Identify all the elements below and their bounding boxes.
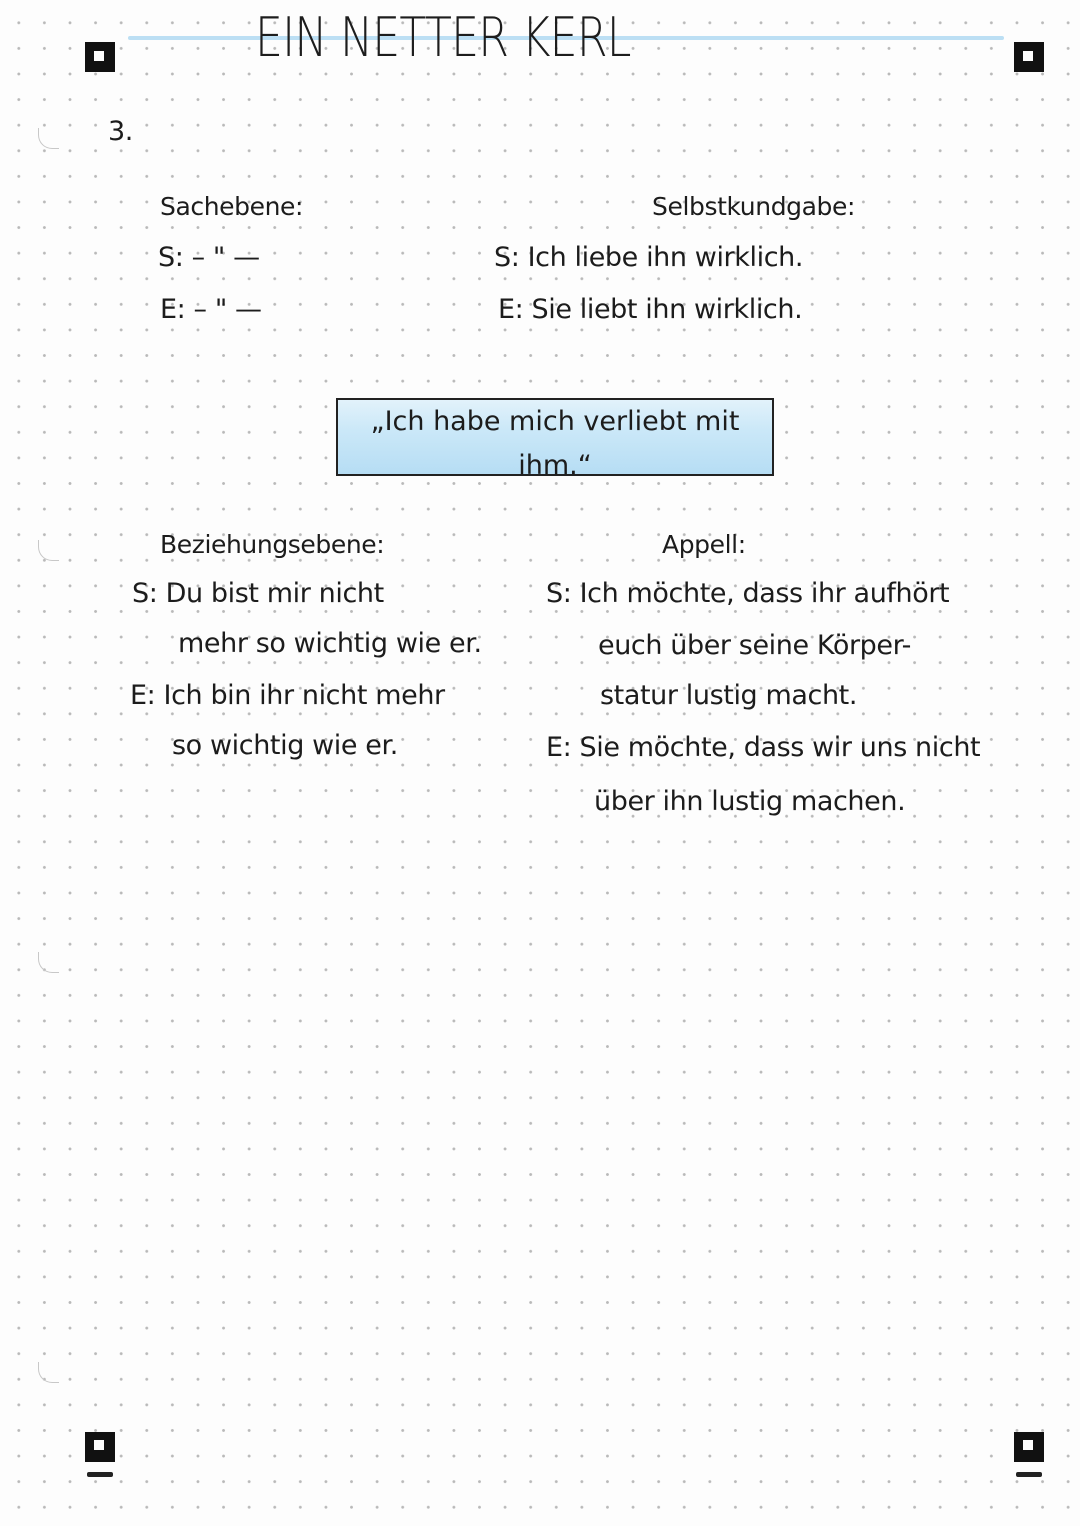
quote-box bbox=[336, 398, 774, 481]
punch-hole-mark bbox=[38, 1362, 59, 1383]
task-number: 3. bbox=[108, 116, 133, 147]
sender-line-continued: mehr so wichtig wie er. bbox=[178, 628, 482, 659]
page-title: EIN NETTER KERL bbox=[255, 6, 631, 69]
punch-hole-mark bbox=[38, 540, 59, 561]
sender-line: S: Ich möchte, dass ihr aufhört bbox=[546, 578, 950, 609]
sender-line-continued: euch über seine Körper- bbox=[598, 630, 911, 661]
receiver-line-continued: über ihn lustig machen. bbox=[594, 786, 906, 817]
receiver-line: E: Sie möchte, dass wir uns nicht bbox=[546, 732, 981, 763]
section-heading: Selbstkundgabe: bbox=[652, 192, 856, 221]
punch-hole-mark bbox=[38, 952, 59, 973]
corner-marker-top-left bbox=[85, 42, 115, 72]
section-heading: Beziehungsebene: bbox=[160, 530, 385, 559]
sender-line: S: – " — bbox=[158, 242, 260, 273]
corner-marker-bar bbox=[87, 1472, 113, 1477]
corner-marker-top-right bbox=[1014, 42, 1044, 72]
section-heading: Appell: bbox=[662, 530, 746, 559]
receiver-line: E: Sie liebt ihn wirklich. bbox=[498, 294, 803, 325]
receiver-line: E: Ich bin ihr nicht mehr bbox=[130, 680, 445, 711]
sender-line: S: Ich liebe ihn wirklich. bbox=[494, 242, 804, 273]
corner-marker-bar bbox=[1016, 1472, 1042, 1477]
section-heading: Sachebene: bbox=[160, 192, 304, 221]
receiver-line: E: – " — bbox=[160, 294, 262, 325]
punch-hole-mark bbox=[38, 128, 59, 149]
corner-marker-bottom-left bbox=[85, 1432, 115, 1462]
sender-line: S: Du bist mir nicht bbox=[132, 578, 384, 609]
corner-marker-bottom-right bbox=[1014, 1432, 1044, 1462]
sender-line-continued: statur lustig macht. bbox=[600, 680, 858, 711]
receiver-line-continued: so wichtig wie er. bbox=[172, 730, 398, 761]
quote-text: „Ich habe mich verliebt mit ihm.“ bbox=[370, 406, 740, 481]
